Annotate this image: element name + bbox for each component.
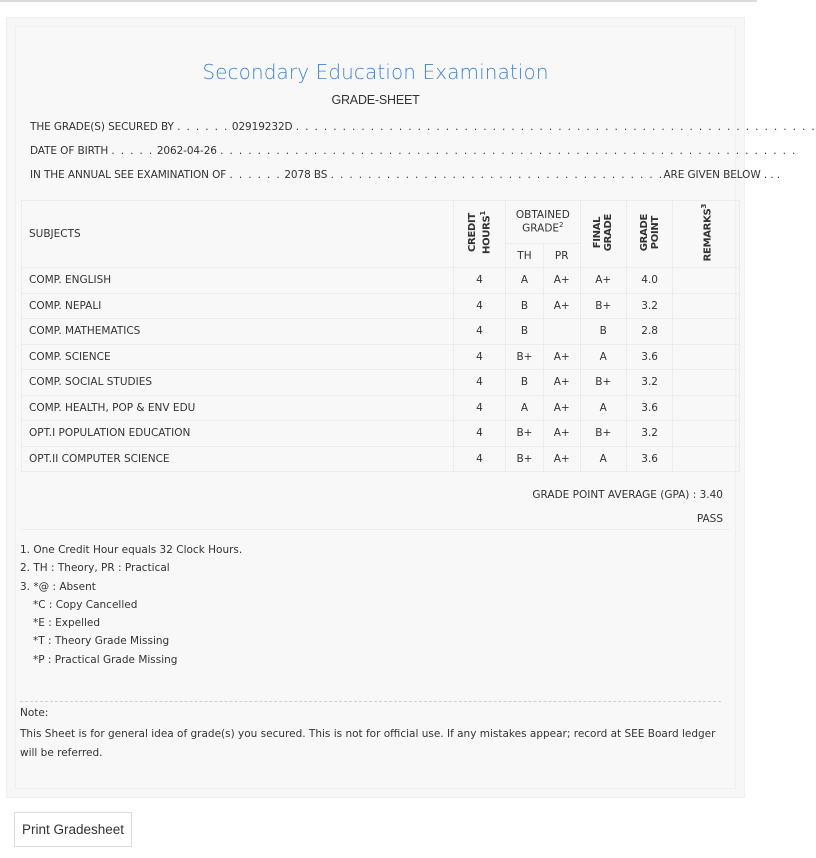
theory-grade-cell: B <box>506 293 544 319</box>
remarks-cell <box>673 344 740 370</box>
footnote: *E : Expelled <box>33 617 101 630</box>
subject-cell: COMP. SCIENCE <box>22 344 454 370</box>
header-remarks <box>673 201 740 268</box>
table-row <box>22 293 740 319</box>
remarks-cell <box>673 293 740 319</box>
subject-cell: OPT.II COMPUTER SCIENCE <box>22 446 454 472</box>
remarks-cell <box>673 370 740 396</box>
exam-suffix: ARE GIVEN BELOW . . . <box>663 169 781 181</box>
header-text: HOURS <box>481 215 493 254</box>
practical-grade-cell: A+ <box>543 293 580 319</box>
grade-point-cell: 3.6 <box>626 395 672 421</box>
header-grade-point <box>626 201 672 268</box>
footnote: 2. TH : Theory, PR : Practical <box>20 562 170 575</box>
dots: . . . . . . . . . . . . . . . . . . . . . . . . . . . . . . . . . . . . <box>330 169 664 181</box>
practical-grade-cell <box>543 319 580 345</box>
table-row <box>22 370 740 396</box>
dots: . . . . . . . . . . . . . . . . . . . . . . . . . . . . . . . . . . . . . . . . . . . . . . . . . . . . . . . . <box>295 121 816 133</box>
header-text: OBTAINED <box>515 209 570 222</box>
grade-point-cell: 3.6 <box>626 446 672 472</box>
final-grade-cell: B+ <box>580 370 626 396</box>
practical-grade-cell: A+ <box>543 370 580 396</box>
top-divider <box>0 0 757 2</box>
footnote-ref: 1 <box>478 211 487 216</box>
grade-point-cell: 3.6 <box>626 344 672 370</box>
credit-hours-cell: 4 <box>453 344 505 370</box>
subject-cell: COMP. MATHEMATICS <box>22 319 454 345</box>
footnotes <box>20 541 242 669</box>
header-text: GRADE <box>522 222 560 235</box>
header-text: GRADE <box>638 213 650 252</box>
final-grade-cell: A <box>580 446 626 472</box>
header-text: FINAL <box>592 216 604 249</box>
divider <box>21 529 730 530</box>
footnote-ref: 3 <box>699 203 708 209</box>
grade-point-cell: 2.8 <box>626 319 672 345</box>
secured-by-label: THE GRADE(S) SECURED BY <box>30 121 174 133</box>
final-grade-cell: B+ <box>580 421 626 447</box>
dots: . . . . . . <box>229 169 282 181</box>
remarks-cell <box>673 268 740 294</box>
practical-grade-cell: A+ <box>543 446 580 472</box>
result-status: PASS <box>696 513 723 525</box>
credit-hours-cell: 4 <box>453 370 505 396</box>
secured-by-line <box>30 121 816 133</box>
grade-point-cell: 3.2 <box>626 421 672 447</box>
disclaimer-label: Note: <box>20 707 49 719</box>
final-grade-cell: B+ <box>580 293 626 319</box>
credit-hours-cell: 4 <box>453 446 505 472</box>
dots: . . . . . . <box>177 121 229 133</box>
subject-cell: OPT.I POPULATION EDUCATION <box>22 421 454 447</box>
remarks-cell <box>673 319 740 345</box>
practical-grade-cell: A+ <box>543 344 580 370</box>
grades-table <box>21 200 740 472</box>
header-th: TH <box>506 244 544 268</box>
subject-cell: COMP. SOCIAL STUDIES <box>22 370 454 396</box>
theory-grade-cell: B+ <box>506 421 544 447</box>
dob-label: DATE OF BIRTH <box>30 145 109 157</box>
footnote: *P : Practical Grade Missing <box>33 653 178 666</box>
header-credit-hours <box>453 201 505 268</box>
gradesheet-panel <box>6 17 816 798</box>
print-gradesheet-button[interactable]: Print Gradesheet <box>14 812 132 847</box>
header-pr: PR <box>543 244 580 268</box>
practical-grade-cell: A+ <box>543 395 580 421</box>
credit-hours-cell: 4 <box>453 395 505 421</box>
footnote: 1. One Credit Hour equals 32 Clock Hours. <box>20 544 243 556</box>
credit-hours-cell: 4 <box>453 268 505 294</box>
disclaimer-text: This Sheet is for general idea of grade(s) you secured. This is not for official use. If any mistakes appear; record at SEE Board ledger will be referred. <box>20 728 716 759</box>
footnote-ref: 2 <box>559 221 564 230</box>
credit-hours-cell: 4 <box>453 421 505 447</box>
dots: . . . . . . . . . . . . . . . . . . . . . . . . . . . . . . . . . . . . . . . . . . . . . . . . . . . . . . . . . . . . . . <box>220 145 797 157</box>
final-grade-cell: A <box>580 344 626 370</box>
footnote: 3. *@ : Absent <box>20 580 96 593</box>
grade-point-cell: 3.2 <box>626 293 672 319</box>
remarks-cell <box>673 446 740 472</box>
gpa-summary: GRADE POINT AVERAGE (GPA) : 3.40 <box>532 489 723 501</box>
subject-cell: COMP. NEPALI <box>22 293 454 319</box>
gradesheet-heading: GRADE-SHEET <box>331 93 420 107</box>
header-text: REMARKS <box>702 208 714 262</box>
theory-grade-cell: B <box>506 319 544 345</box>
theory-grade-cell: A <box>506 268 544 294</box>
practical-grade-cell: A+ <box>543 421 580 447</box>
table-row <box>22 319 740 345</box>
theory-grade-cell: A <box>506 395 544 421</box>
footnote: *C : Copy Cancelled <box>33 598 138 611</box>
dashed-divider <box>20 701 721 702</box>
header-subjects: SUBJECTS <box>22 201 454 268</box>
grade-point-cell: 3.2 <box>626 370 672 396</box>
remarks-cell <box>673 395 740 421</box>
footnote: *T : Theory Grade Missing <box>33 635 170 648</box>
final-grade-cell: B <box>580 319 626 345</box>
table-row <box>22 446 740 472</box>
practical-grade-cell: A+ <box>543 268 580 294</box>
final-grade-cell: A <box>580 395 626 421</box>
dob-line <box>30 145 797 157</box>
theory-grade-cell: B+ <box>506 446 544 472</box>
header-final-grade <box>580 201 626 268</box>
remarks-cell <box>673 421 740 447</box>
exam-label: IN THE ANNUAL SEE EXAMINATION OF <box>30 169 227 181</box>
header-text: CREDIT <box>466 213 478 252</box>
theory-grade-cell: B <box>506 370 544 396</box>
final-grade-cell: A+ <box>580 268 626 294</box>
dob-value: 2062-04-26 <box>156 145 217 157</box>
dots: . . . . . <box>111 145 154 157</box>
exam-title: Secondary Education Examination <box>202 60 549 84</box>
subject-cell: COMP. ENGLISH <box>22 268 454 294</box>
credit-hours-cell: 4 <box>453 293 505 319</box>
credit-hours-cell: 4 <box>453 319 505 345</box>
theory-grade-cell: B+ <box>506 344 544 370</box>
table-row <box>22 268 740 294</box>
table-row <box>22 395 740 421</box>
subject-cell: COMP. HEALTH, POP & ENV EDU <box>22 395 454 421</box>
exam-year: 2078 BS <box>284 169 328 181</box>
header-obtained-grade <box>506 201 580 244</box>
symbol-number: 02919232D <box>231 121 293 133</box>
table-row <box>22 421 740 447</box>
header-text: GRADE <box>603 213 615 252</box>
gradesheet-card <box>15 26 816 789</box>
grade-point-cell: 4.0 <box>626 268 672 294</box>
table-row <box>22 344 740 370</box>
exam-line <box>30 169 780 181</box>
header-text: POINT <box>649 215 661 250</box>
